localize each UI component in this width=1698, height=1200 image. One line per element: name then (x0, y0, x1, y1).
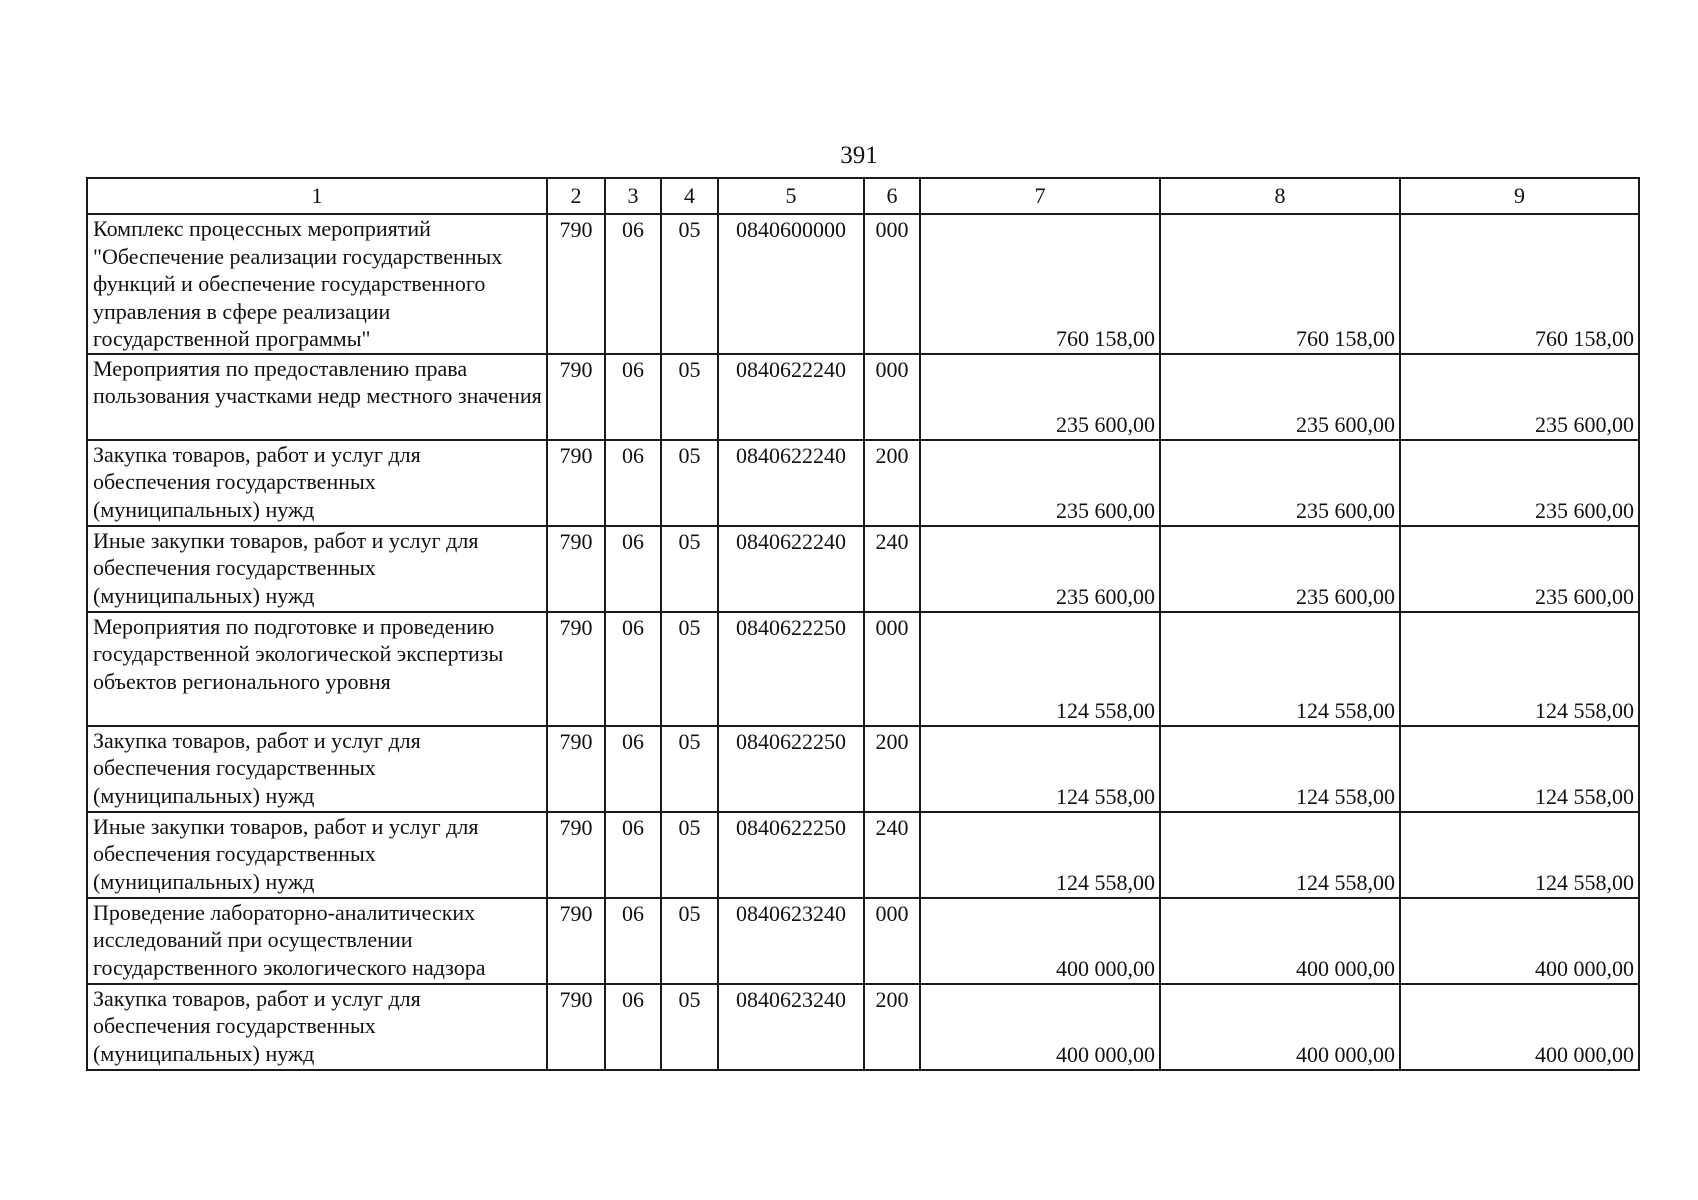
table-row (87, 984, 1639, 1070)
row-col-8: 760 158,00 (1160, 214, 1400, 354)
row-col-6: 200 (864, 984, 920, 1070)
table-row (87, 214, 1639, 354)
row-col-5: 0840622240 (718, 526, 864, 612)
row-col-2: 790 (547, 354, 605, 440)
table-row (87, 812, 1639, 898)
column-header-1: 1 (87, 178, 547, 214)
row-col-6: 240 (864, 812, 920, 898)
row-col-5: 0840623240 (718, 898, 864, 984)
row-col-7: 124 558,00 (920, 612, 1160, 726)
row-name: Проведение лабораторно-аналитических исследований при осуществлении государственного экологического надзора (87, 898, 547, 984)
row-col-4: 05 (661, 354, 718, 440)
row-col-3: 06 (605, 526, 661, 612)
column-header-3: 3 (605, 178, 661, 214)
row-col-7: 235 600,00 (920, 354, 1160, 440)
row-col-6: 240 (864, 526, 920, 612)
row-col-3: 06 (605, 726, 661, 812)
row-col-6: 200 (864, 440, 920, 526)
page-number: 391 (840, 142, 878, 169)
row-col-2: 790 (547, 612, 605, 726)
row-col-3: 06 (605, 898, 661, 984)
table-row (87, 612, 1639, 726)
row-col-9: 400 000,00 (1400, 984, 1639, 1070)
row-col-4: 05 (661, 526, 718, 612)
row-col-6: 000 (864, 898, 920, 984)
row-col-7: 124 558,00 (920, 726, 1160, 812)
column-header-8: 8 (1160, 178, 1400, 214)
row-col-9: 124 558,00 (1400, 812, 1639, 898)
row-col-8: 235 600,00 (1160, 440, 1400, 526)
row-col-3: 06 (605, 214, 661, 354)
row-col-2: 790 (547, 214, 605, 354)
row-col-4: 05 (661, 984, 718, 1070)
row-name: Закупка товаров, работ и услуг для обеспечения государственных (муниципальных) нужд (87, 726, 547, 812)
table-row (87, 898, 1639, 984)
row-col-4: 05 (661, 726, 718, 812)
column-header-5: 5 (718, 178, 864, 214)
column-header-7: 7 (920, 178, 1160, 214)
row-col-5: 0840623240 (718, 984, 864, 1070)
row-col-9: 235 600,00 (1400, 354, 1639, 440)
row-col-2: 790 (547, 812, 605, 898)
row-col-9: 235 600,00 (1400, 526, 1639, 612)
row-col-5: 0840622250 (718, 612, 864, 726)
row-col-7: 400 000,00 (920, 898, 1160, 984)
row-col-7: 400 000,00 (920, 984, 1160, 1070)
row-col-8: 124 558,00 (1160, 612, 1400, 726)
row-col-8: 400 000,00 (1160, 984, 1400, 1070)
row-col-4: 05 (661, 898, 718, 984)
row-col-7: 235 600,00 (920, 440, 1160, 526)
row-name: Закупка товаров, работ и услуг для обеспечения государственных (муниципальных) нужд (87, 440, 547, 526)
row-col-7: 760 158,00 (920, 214, 1160, 354)
table-row (87, 440, 1639, 526)
row-col-6: 000 (864, 214, 920, 354)
row-col-4: 05 (661, 440, 718, 526)
column-header-4: 4 (661, 178, 718, 214)
table-body (87, 214, 1639, 1070)
row-col-9: 124 558,00 (1400, 726, 1639, 812)
row-col-3: 06 (605, 812, 661, 898)
row-col-5: 0840600000 (718, 214, 864, 354)
row-col-8: 235 600,00 (1160, 354, 1400, 440)
table-header (87, 178, 1639, 214)
row-col-6: 000 (864, 612, 920, 726)
row-name: Иные закупки товаров, работ и услуг для обеспечения государственных (муниципальных) нужд (87, 526, 547, 612)
row-col-3: 06 (605, 612, 661, 726)
row-col-9: 760 158,00 (1400, 214, 1639, 354)
column-header-9: 9 (1400, 178, 1639, 214)
row-col-8: 235 600,00 (1160, 526, 1400, 612)
row-col-4: 05 (661, 812, 718, 898)
row-col-9: 400 000,00 (1400, 898, 1639, 984)
table-row (87, 726, 1639, 812)
row-name: Комплекс процессных мероприятий "Обеспечение реализации государственных функций и обеспечение государственного управления в сфере реализации государственной программы" (87, 214, 547, 354)
header-row (87, 178, 1639, 214)
table-row (87, 354, 1639, 440)
row-col-8: 124 558,00 (1160, 812, 1400, 898)
row-col-8: 400 000,00 (1160, 898, 1400, 984)
row-col-2: 790 (547, 526, 605, 612)
row-col-8: 124 558,00 (1160, 726, 1400, 812)
row-col-4: 05 (661, 214, 718, 354)
row-col-5: 0840622250 (718, 812, 864, 898)
row-col-3: 06 (605, 354, 661, 440)
row-name: Иные закупки товаров, работ и услуг для обеспечения государственных (муниципальных) нужд (87, 812, 547, 898)
table-row (87, 526, 1639, 612)
row-name: Мероприятия по подготовке и проведению государственной экологической экспертизы объектов регионального уровня (87, 612, 547, 726)
row-col-4: 05 (661, 612, 718, 726)
budget-table (86, 177, 1640, 1071)
row-col-2: 790 (547, 984, 605, 1070)
row-col-5: 0840622250 (718, 726, 864, 812)
row-col-7: 124 558,00 (920, 812, 1160, 898)
column-header-6: 6 (864, 178, 920, 214)
row-col-3: 06 (605, 984, 661, 1070)
row-name: Закупка товаров, работ и услуг для обеспечения государственных (муниципальных) нужд (87, 984, 547, 1070)
row-col-7: 235 600,00 (920, 526, 1160, 612)
row-col-2: 790 (547, 440, 605, 526)
column-header-2: 2 (547, 178, 605, 214)
row-name: Мероприятия по предоставлению права пользования участками недр местного значения (87, 354, 547, 440)
row-col-2: 790 (547, 898, 605, 984)
row-col-5: 0840622240 (718, 354, 864, 440)
row-col-5: 0840622240 (718, 440, 864, 526)
row-col-9: 124 558,00 (1400, 612, 1639, 726)
row-col-2: 790 (547, 726, 605, 812)
row-col-3: 06 (605, 440, 661, 526)
row-col-9: 235 600,00 (1400, 440, 1639, 526)
row-col-6: 000 (864, 354, 920, 440)
row-col-6: 200 (864, 726, 920, 812)
